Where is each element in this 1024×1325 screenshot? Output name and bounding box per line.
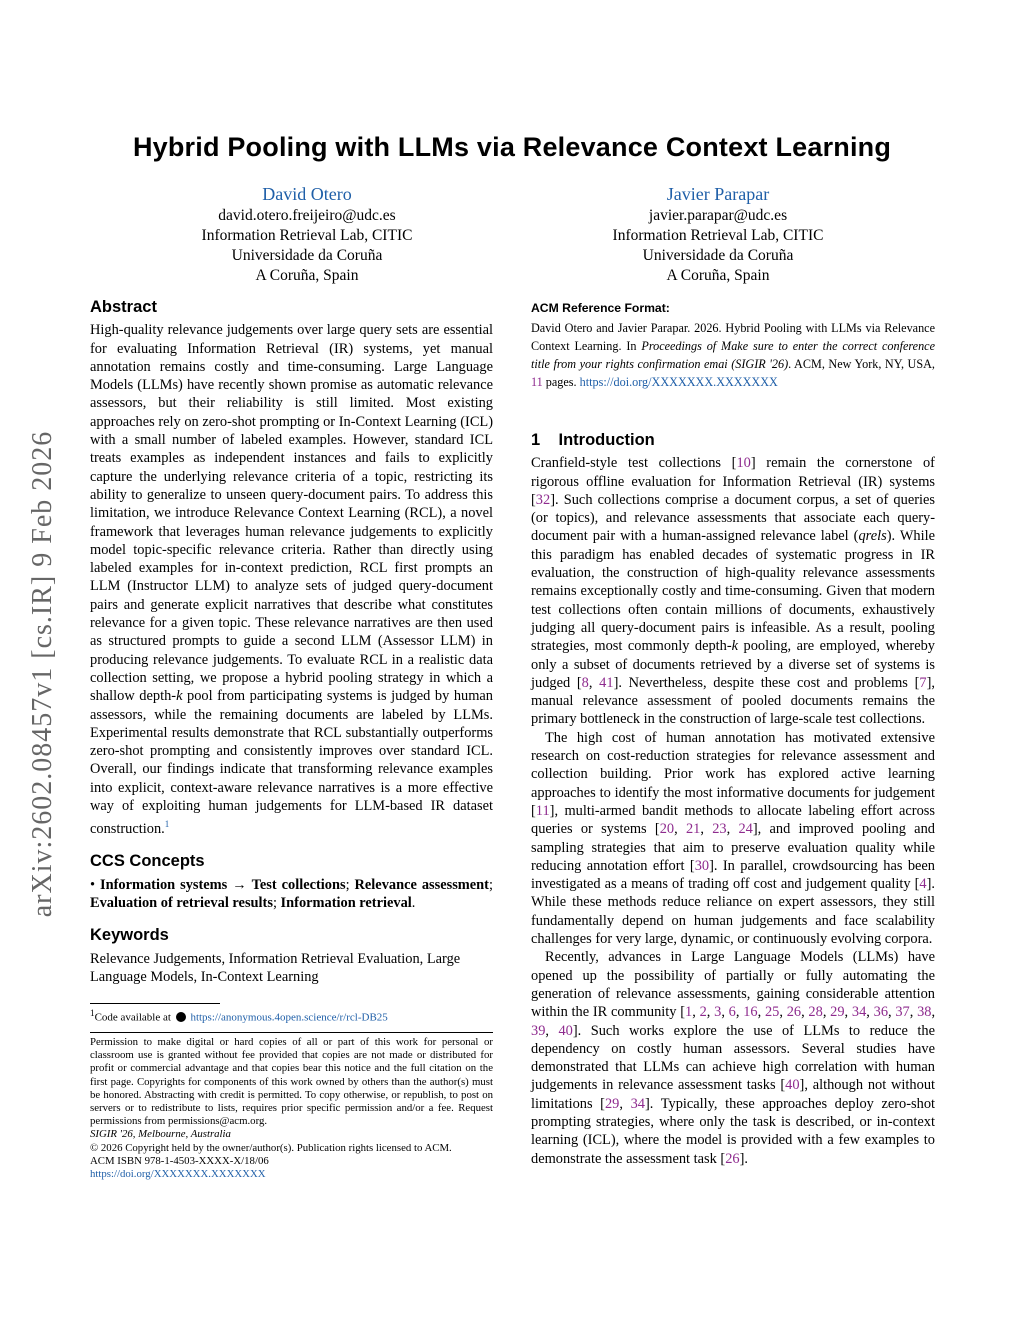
copyright: © 2026 Copyright held by the owner/author(s). Publication rights licensed to ACM. — [90, 1141, 452, 1154]
citation-link[interactable]: 23 — [712, 821, 727, 838]
author-university: Universidade da Coruña — [642, 247, 794, 264]
arxiv-stamp — [8, 394, 78, 954]
abstract-heading: Abstract — [90, 298, 157, 316]
footnote: $^1$Code available at https://anonymous.4open.science/r/rcl-DB25 — [90, 1008, 388, 1024]
pages-link[interactable]: 11 — [531, 375, 543, 390]
citation-link[interactable]: 40 — [785, 1077, 800, 1094]
citation-link[interactable]: 36 — [873, 1004, 889, 1021]
intro-paragraph-2: The high cost of human annotation has motivated extensive research on cost-reduction strategies for relevance assessment and collection building. Prior work has explored active learning approaches to identify the most informative documents for judgement [11], multi-armed bandit methods to allocate labeling effort across queries or systems [20, 21, 23, 24], and improved pooling and sampling strategies that aim to preserve evaluation quality while reducing annotation effort [30]. In parallel, crowdsourcing has been investigated as a means of trading off cost and judgement quality [4]. While these methods reduce reliance on expert assessors, they still fundamentally depend on human judgements and face scalability challenges for very large, dynamic, or continuously evolving corpora. — [531, 729, 935, 948]
citation-link[interactable]: 29 — [604, 1095, 620, 1112]
citation-link[interactable]: 20 — [659, 821, 675, 838]
citation-link[interactable]: 6 — [728, 1004, 736, 1021]
author-location: A Coruña, Spain — [255, 267, 359, 284]
citation-link[interactable]: 38 — [917, 1004, 932, 1021]
citation-link[interactable]: 40 — [558, 1022, 573, 1039]
citation-link[interactable]: 7 — [919, 674, 927, 691]
keywords-heading: Keywords — [90, 926, 169, 945]
citation-link[interactable]: 32 — [535, 491, 551, 508]
citation-link[interactable]: 37 — [895, 1004, 910, 1021]
author-name[interactable]: David Otero — [262, 184, 352, 204]
citation-link[interactable]: 10 — [736, 455, 751, 472]
citation-link[interactable]: 25 — [764, 1004, 780, 1021]
abstract-text: High-quality relevance judgements over large query sets are essential for evaluating Information Retrieval (IR) systems, yet manual annotation remains costly and time-consuming. Large Language Models (LLMs) have recently shown promise as automatic relevance assessors, but their reliability is still limited. Most existing approaches rely on zero-shot prompting or In-Context Learning (ICL) with a small number of labeled examples. However, standard ICL treats examples as independent instances and fails to explicitly capture the underlying relevance criteria of a topic, restricting its ability to generalize to unseen query-document pairs. To address this limitation, we introduce Relevance Context Learning (RCL), a novel framework that leverages human relevance judgements to explicitly model topic-specific relevance criteria. Rather than directly using labeled examples for in-context prediction, RCL first prompts an LLM (Instructor LLM) to analyze sets of judged query-document pairs and generate explicit narratives that describe what constitutes relevance for a given topic. These relevance narratives are then used as structured prompts to guide a second LLM (Assessor LLM) in producing relevance judgements. To evaluate RCL in a realistic data collection setting, we propose a hybrid pooling strategy in which a shallow depth-k pool from participating systems is judged by human assessors, while the remaining documents are labeled by LLMs. Experimental results demonstrate that RCL substantially outperforms zero-shot prompting and consistently improves over standard ICL. Overall, our findings indicate that transforming relevance examples into explicit, context-aware relevance narratives is a more effective way of exploiting human judgements for LLM-based IR dataset construction.$^1$ — [90, 322, 493, 838]
citation-link[interactable]: 39 — [531, 1022, 546, 1039]
github-icon — [176, 1012, 186, 1022]
author-location: A Coruña, Spain — [666, 267, 770, 284]
citation-link[interactable]: 26 — [786, 1004, 802, 1021]
citation-link[interactable]: 41 — [599, 674, 614, 691]
citation-link[interactable]: 3 — [714, 1004, 722, 1021]
citation-link[interactable]: 30 — [694, 857, 710, 874]
code-link[interactable]: https://anonymous.4open.science/r/rcl-DB25 — [190, 1011, 388, 1024]
permission-text: Permission to make digital or hard copies of all or part of this work for personal or classroom use is granted without fee provided that copies are not made or distributed for profit or commercial advantage and that copies bear this notice and the full citation on the first page. Copyrights for components of this work owned by others than the author(s) must be honored. Abstracting with credit is permitted. To copy otherwise, or republish, to post on servers or to redistribute to lists, requires prior specific permission and/or a fee. Request permissions from permissions@acm.org. — [90, 1036, 493, 1128]
arxiv-id: arXiv:2602.08457v1 [cs.IR] 9 Feb 2026 — [27, 430, 58, 918]
doi-link[interactable]: https://doi.org/XXXXXXX.XXXXXXX — [90, 1168, 266, 1181]
footnote-ref[interactable]: 1 — [164, 819, 170, 830]
acm-reference-text: David Otero and Javier Parapar. 2026. Hybrid Pooling with LLMs via Relevance Context Learning. In Proceedings of Make sure to enter the correct conference title from your rights confirmation emai (SIGIR '26). ACM, New York, NY, USA, 11 pages. https://doi.org/XXXXXXX.XXXXXXX — [531, 321, 935, 390]
left-column — [90, 298, 493, 986]
author-name[interactable]: Javier Parapar — [666, 184, 770, 204]
right-column — [531, 431, 935, 1168]
citation-link[interactable]: 2 — [699, 1004, 707, 1021]
permission-block — [90, 1036, 493, 1181]
author-university: Universidade da Coruña — [231, 247, 383, 264]
citation-link[interactable]: 11 — [535, 802, 550, 819]
author-block-2 — [538, 183, 898, 286]
intro-paragraph-3: Recently, advances in Large Language Models (LLMs) have opened up the possibility of partially or fully automating the generation of relevance assessments, gaining considerable attention within the IR community [1, 2, 3, 6, 16, 25, 26, 28, 29, 34, 36, 37, 38, 39, 40]. Such works explore the use of LLMs to reduce the dependency on costly human assessors. Several studies have demonstrated that LLMs can achieve high correlation with human judgements in relevance assessment tasks [40], although not without limitations [29, 34]. Typically, these approaches deploy zero-shot prompting strategies, where only the task is described, or in-context learning (ICL), where the model is provided with a few examples to demonstrate the assessment task [26]. — [531, 949, 936, 1167]
citation-link[interactable]: 8 — [581, 674, 589, 691]
author-email: david.otero.freijeiro@udc.es — [218, 207, 396, 224]
citation-link[interactable]: 21 — [685, 821, 701, 838]
ccs-heading: CCS Concepts — [90, 852, 205, 871]
author-email: javier.parapar@udc.es — [648, 207, 788, 224]
acm-reference — [531, 301, 935, 391]
isbn: ACM ISBN 978-1-4503-XXXX-X/18/06 — [90, 1154, 269, 1167]
citation-link[interactable]: 16 — [743, 1004, 758, 1021]
author-block-1 — [127, 183, 487, 286]
footnote-rule — [90, 1003, 220, 1004]
citation-link[interactable]: 24 — [738, 821, 753, 838]
acm-doi-link[interactable]: https://doi.org/XXXXXXX.XXXXXXX — [579, 375, 778, 390]
citation-link[interactable]: 4 — [919, 876, 927, 893]
citation-link[interactable]: 34 — [851, 1004, 867, 1021]
citation-link[interactable]: 29 — [830, 1004, 845, 1021]
permission-rule — [90, 1032, 493, 1033]
acm-reference-heading: ACM Reference Format: — [531, 301, 670, 315]
author-lab: Information Retrieval Lab, CITIC — [201, 227, 413, 244]
citation-link[interactable]: 26 — [725, 1150, 740, 1167]
author-lab: Information Retrieval Lab, CITIC — [612, 227, 824, 244]
introduction-heading: 1 Introduction — [531, 431, 655, 449]
venue: SIGIR '26, Melbourne, Australia — [90, 1128, 231, 1141]
citation-link[interactable]: 34 — [630, 1095, 645, 1112]
citation-link[interactable]: 1 — [685, 1004, 693, 1021]
ccs-concepts: • Information systems → Test collections; Relevance assessment; Evaluation of retrieval results; Information retrieval. — [90, 876, 493, 911]
paper-title: Hybrid Pooling with LLMs via Relevance Context Learning — [132, 132, 892, 162]
intro-paragraph-1: Cranfield-style test collections [10] remain the cornerstone of rigorous offline evaluation for Information Retrieval (IR) systems [32]. Such collections comprise a document corpus, a set of queries (or topics), and relevance assessments that associate each query-document pair with a human-assigned relevance label (qrels). While this paradigm has enabled decades of systematic progress in IR evaluation, the construction of high-quality relevance assessments remains exceptionally costly and time-consuming. Given that modern test collections often contain millions of documents, exhaustively judging all query-document pairs is infeasible. As a result, pooling strategies, most commonly depth-k pooling, are employed, whereby only a subset of documents retrieved by a diverse set of systems is judged [8, 41]. Nevertheless, despite these cost and problems [7], manual relevance assessment of pooled documents remains the primary bottleneck in the construction of large-scale test collections. — [531, 455, 936, 728]
citation-link[interactable]: 28 — [808, 1004, 823, 1021]
keywords-text: Relevance Judgements, Information Retrieval Evaluation, Large Language Models, In-Context Learning — [90, 950, 461, 985]
